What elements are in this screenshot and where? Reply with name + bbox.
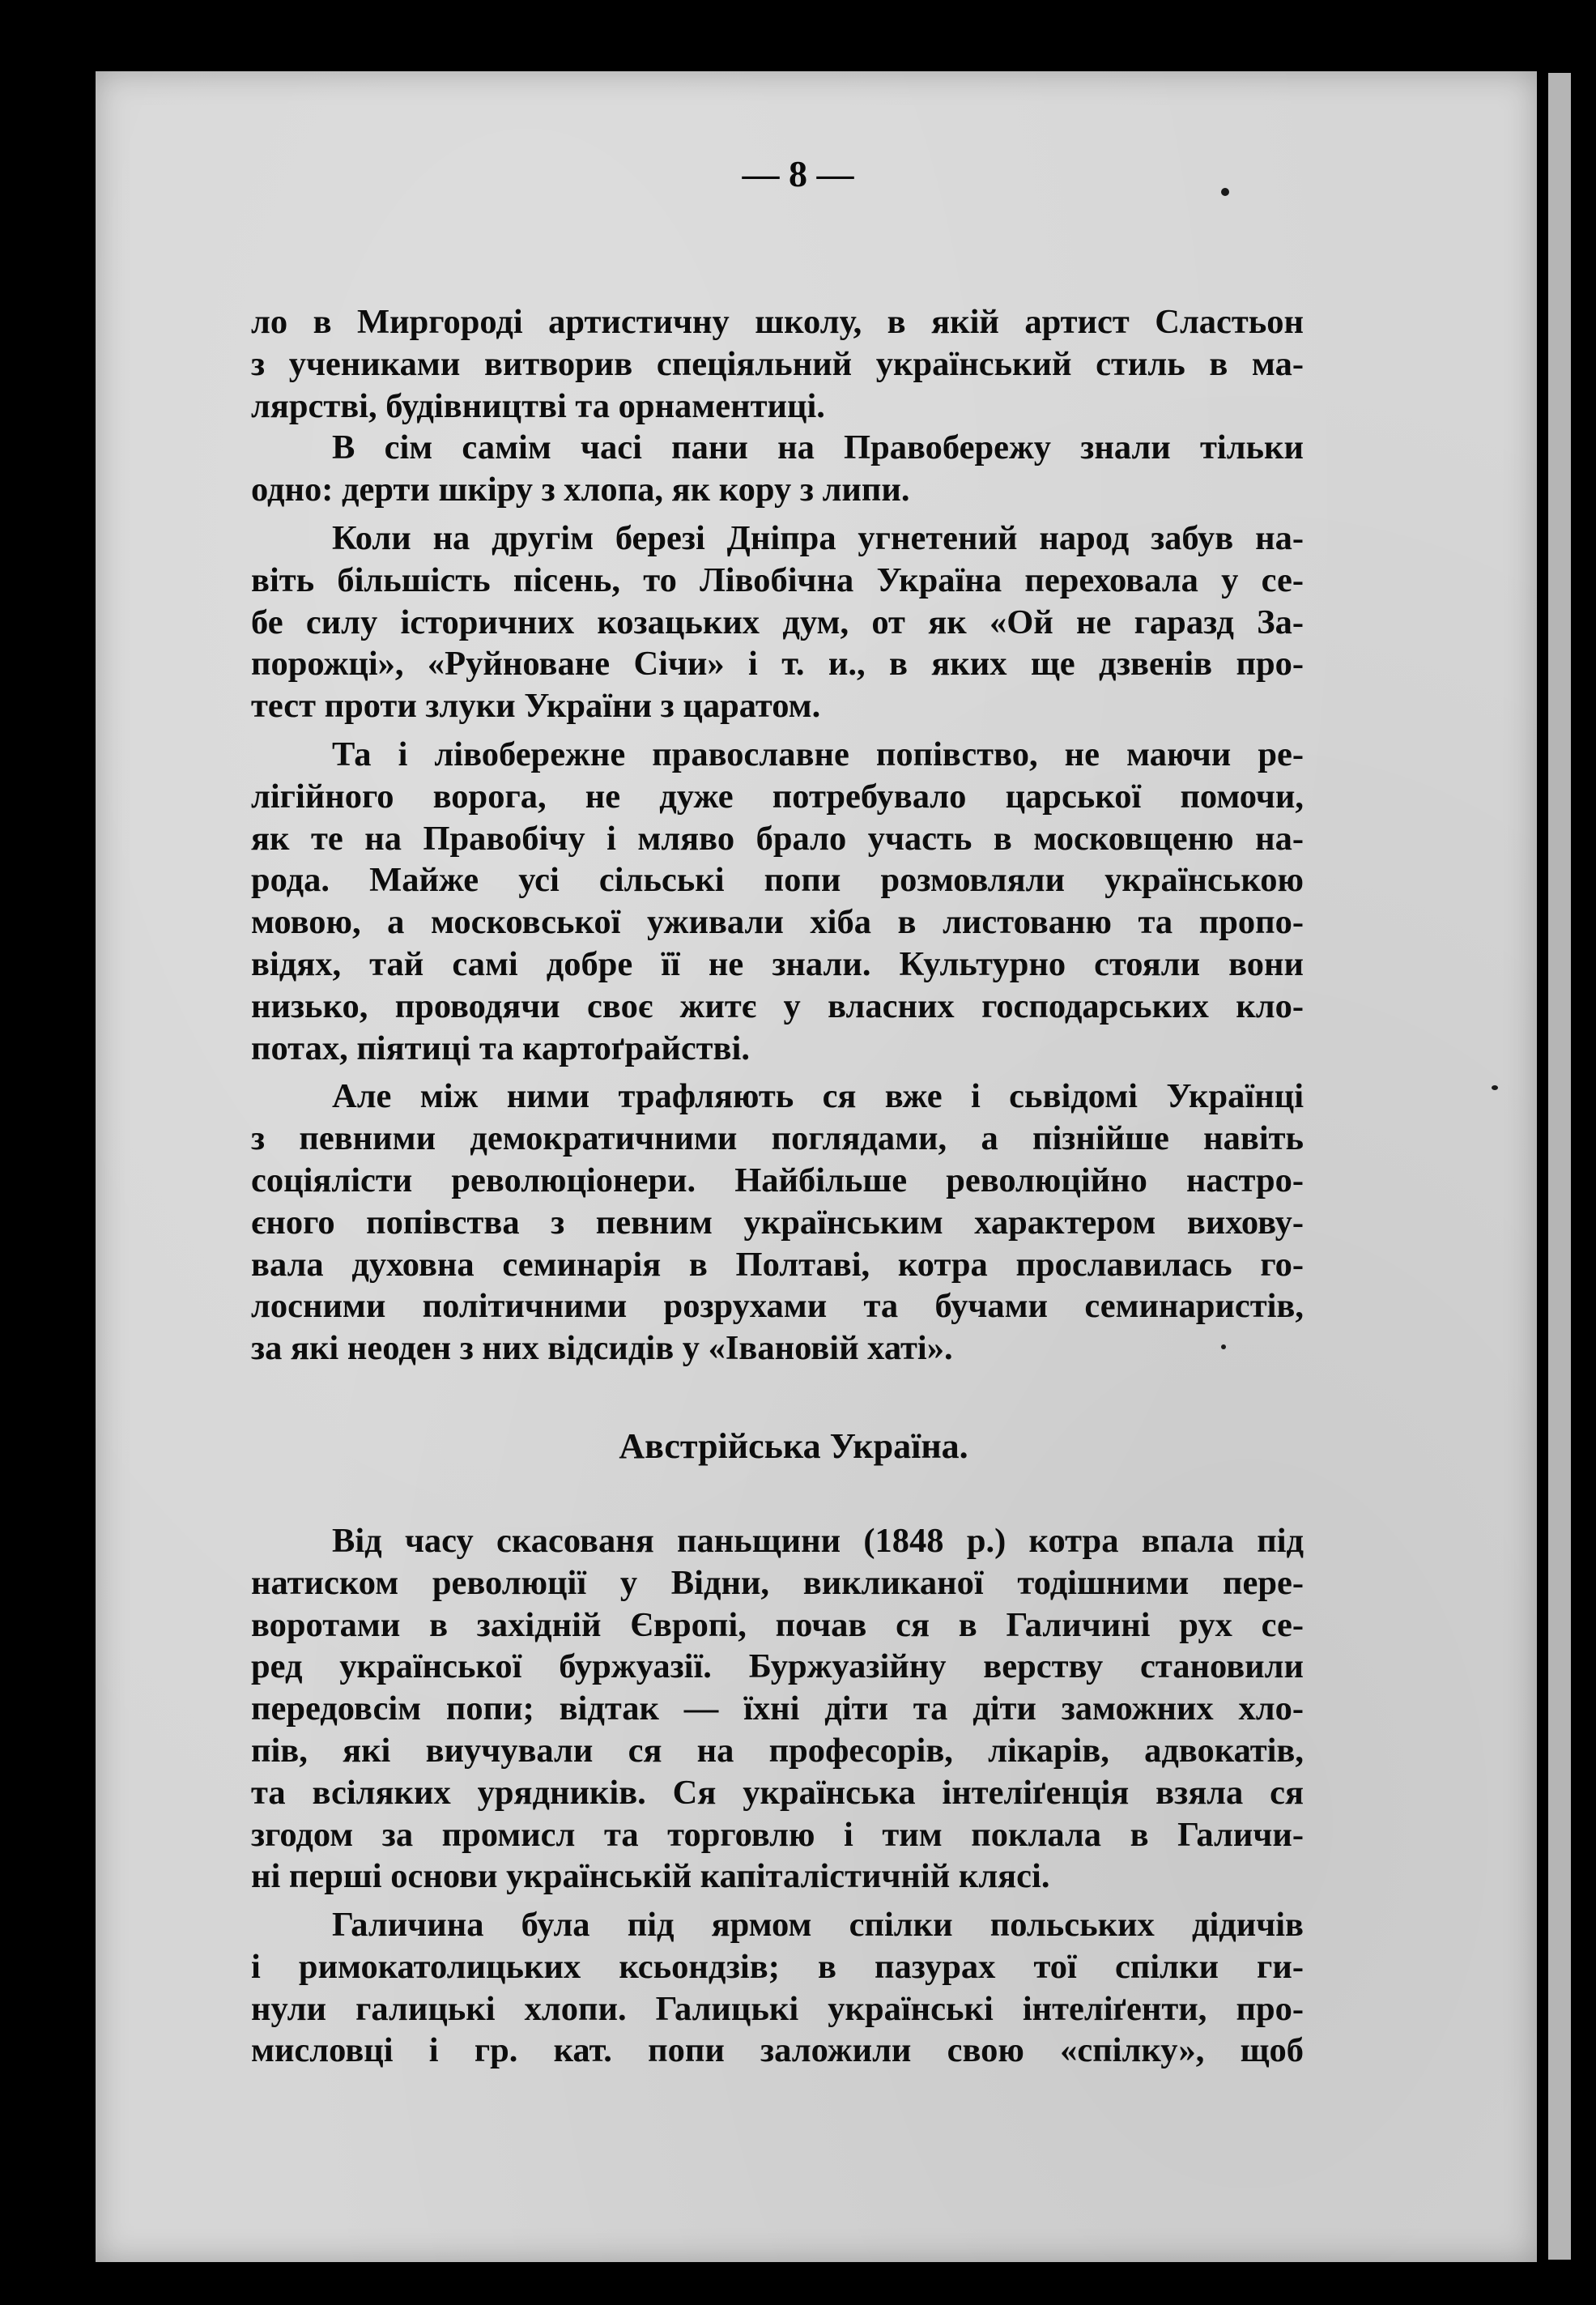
text-line: натиском революції у Відни, викликаної тодішними пере-	[251, 1563, 1304, 1602]
text-line: пів, які виучували ся на професорів, лікарів, адвокатів,	[251, 1731, 1304, 1770]
text-line: потах, піятиці та картоґрайстві.	[251, 1029, 750, 1067]
text-line: Галичина була під ярмом спілки польських дідичів	[332, 1906, 1304, 1945]
text-line: мисловці і гр. кат. попи заложили свою «спілку», щоб	[251, 2031, 1304, 2070]
text-line: низько, проводячи своє житє у власних господарських кло-	[251, 986, 1304, 1025]
ink-speck	[1492, 1085, 1498, 1090]
text-line: одно: дерти шкіру з хлопа, як кору з липи.	[251, 471, 910, 509]
body-text	[251, 301, 1304, 2072]
text-line: ред української буржуазії. Буржуазійну верству становили	[251, 1647, 1304, 1686]
text-line: віть більшість пісень, то Лівобічна Україна переховала у се-	[251, 560, 1304, 599]
text-line: бе силу історичних козацьких дум, от як «Ой не гаразд За-	[251, 603, 1304, 641]
text-line: мовою, а московської уживали хіба в листованю та пропо-	[251, 903, 1304, 942]
text-line: лярстві, будівництві та орнаментиці.	[251, 386, 825, 425]
section-heading: Австрійська Україна.	[619, 1425, 968, 1466]
text-line: вала духовна семинарія в Полтаві, котра прославилась го-	[251, 1245, 1304, 1284]
text-line: нули галицькі хлопи. Галицькі українські інтеліґенти, про-	[251, 1989, 1304, 2028]
text-line: відях, тай самі добре її не знали. Культурно стояли вони	[251, 944, 1304, 983]
page-number: — 8 —	[742, 153, 854, 194]
text-line: з певними демократичними поглядами, а пізнійше навіть	[251, 1119, 1304, 1158]
text-line: і римокатолицьких ксьондзів; в пазурах тої спілки ги-	[251, 1947, 1304, 1986]
text-line: як те на Правобічу і мляво брало участь в московщеню на-	[251, 819, 1304, 858]
text-line: лігійного ворога, не дуже потребувало царської помочи,	[251, 777, 1304, 816]
text-line: тест проти злуки України з царатом.	[251, 687, 821, 726]
text-line: з учениками витворив спеціяльний український стиль в ма-	[251, 344, 1304, 383]
text-line: Коли на другім березі Дніпра угнетений народ забув на-	[332, 518, 1304, 557]
text-line: В сім самім часі пани на Правобережу знали тільки	[332, 428, 1304, 467]
text-line: Від часу скасованя паньщини (1848 р.) котра впала під	[332, 1521, 1304, 1560]
text-line: та всіляких урядників. Ся українська інтеліґенція взяла ся	[251, 1773, 1304, 1812]
text-line: Та і лівобережне православне попівство, не маючи ре-	[332, 735, 1304, 773]
text-line: передовсім попи; відтак — їхні діти та діти заможних хло-	[251, 1689, 1304, 1728]
text-line: згодом за промисл та торговлю і тим поклала в Галичи-	[251, 1815, 1304, 1854]
text-line: ло в Миргороді артистичну школу, в якій артист Сластьон	[251, 303, 1304, 341]
text-line: ні перші основи українській капіталістичній клясі.	[251, 1857, 1050, 1896]
text-line: за які неоден з них відсидів у «Івановій хаті».	[251, 1329, 953, 1368]
ink-speck	[1221, 1344, 1226, 1349]
text-line: воротами в західній Європі, почав ся в Галичині рух се-	[251, 1605, 1304, 1644]
text-line: Але між ними трафляють ся вже і сьвідомі Українці	[332, 1077, 1304, 1116]
ink-speck	[1221, 188, 1229, 196]
text-line: порожці», «Руйноване Січи» і т. и., в яких ще дзвенів про-	[251, 645, 1304, 684]
text-line: соціялісти революціонери. Найбільше революційно настро-	[251, 1161, 1304, 1199]
text-line: лосними політичними розрухами та бучами семинаристів,	[251, 1287, 1304, 1326]
next-page-edge	[1548, 73, 1571, 2260]
text-line: рода. Майже усі сільські попи розмовляли українською	[251, 861, 1304, 900]
text-line: єного попівства з певним українським характером вихову-	[251, 1203, 1304, 1242]
